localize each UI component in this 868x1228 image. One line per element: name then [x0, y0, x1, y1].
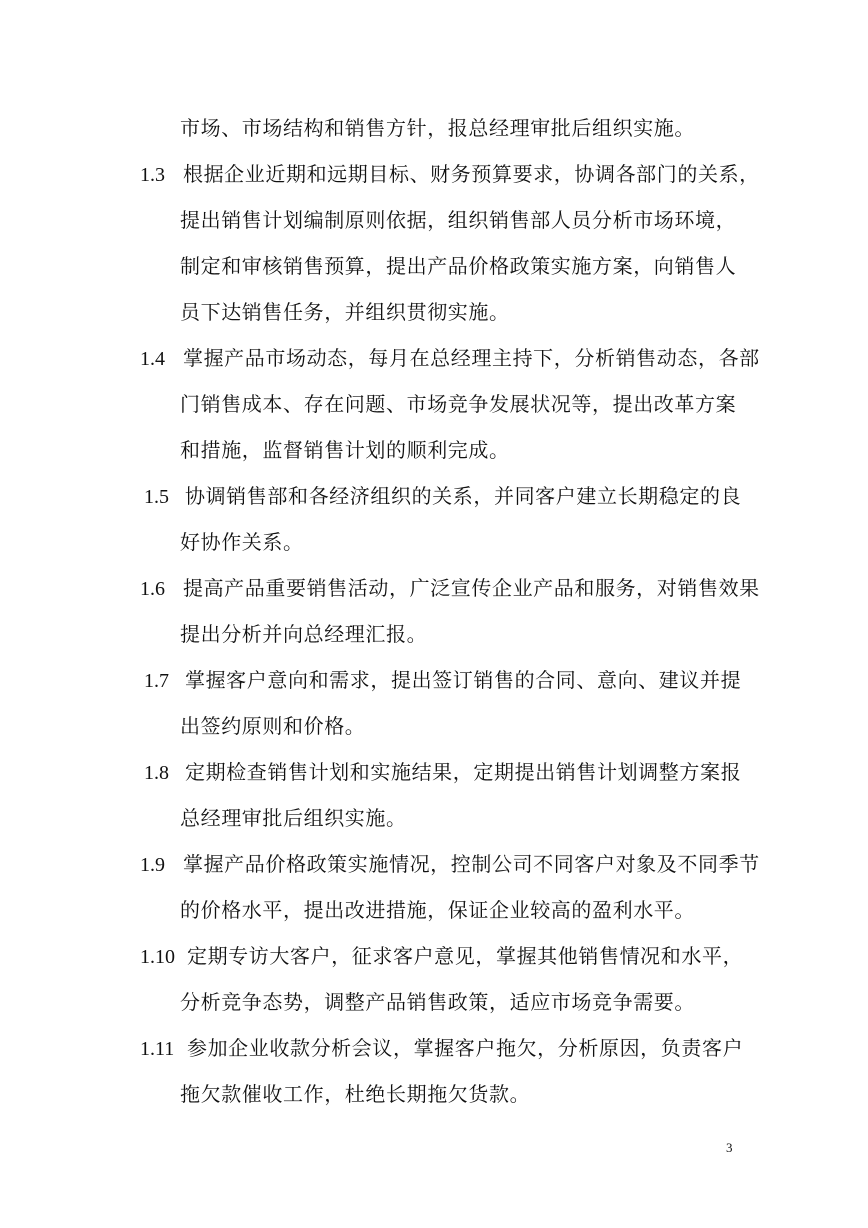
item-number: 1.8: [144, 762, 169, 784]
item-1-10-first-line: [140, 942, 743, 971]
continuation-line: 市场、市场结构和销售方针，报总经理审批后组织实施。: [180, 116, 695, 140]
item-text: 掌握产品市场动态，每月在总经理主持下，分析销售动态，各部: [182, 346, 760, 370]
item-1-9-first-line: [140, 850, 760, 879]
item-1-7-line: 出签约原则和价格。: [180, 714, 366, 738]
item-1-6-first-line: [140, 574, 760, 603]
item-number: 1.3: [140, 164, 165, 186]
item-text: 参加企业收款分析会议，掌握客户拖欠，分析原因，负责客户: [186, 1036, 744, 1060]
item-1-5-line: 好协作关系。: [180, 530, 304, 554]
item-1-10-line: 分析竞争态势，调整产品销售政策，适应市场竞争需要。: [180, 990, 695, 1014]
item-1-4-line: 和措施，监督销售计划的顺利完成。: [180, 438, 510, 462]
item-1-3-first-line: [140, 160, 760, 189]
item-text: 掌握客户意向和需求，提出签订销售的合同、意向、建议并提: [184, 668, 742, 692]
item-1-3-line: 制定和审核销售预算，提出产品价格政策实施方案，向销售人: [180, 254, 737, 278]
item-1-9-line: 的价格水平，提出改进措施，保证企业较高的盈利水平。: [180, 898, 695, 922]
item-text: 定期专访大客户，征求客户意见，掌握其他销售情况和水平，: [186, 944, 744, 968]
item-number: 1.11: [140, 1038, 175, 1060]
page-number: 3: [726, 1140, 733, 1155]
item-1-7-first-line: [144, 666, 741, 695]
item-text: 掌握产品价格政策实施情况，控制公司不同客户对象及不同季节: [182, 852, 760, 876]
item-1-8-first-line: [144, 758, 741, 787]
item-1-3-line: 提出销售计划编制原则依据，组织销售部人员分析市场环境，: [180, 208, 737, 232]
item-1-4-first-line: [140, 344, 760, 373]
item-1-5-first-line: [144, 482, 741, 511]
item-number: 1.9: [140, 854, 165, 876]
item-1-11-first-line: [140, 1034, 743, 1063]
item-1-3-line: 员下达销售任务，并组织贯彻实施。: [180, 300, 510, 324]
item-text: 协调销售部和各经济组织的关系，并同客户建立长期稳定的良: [184, 484, 742, 508]
item-number: 1.5: [144, 486, 169, 508]
item-1-11-line: 拖欠款催收工作，杜绝长期拖欠货款。: [180, 1082, 531, 1106]
item-number: 1.6: [140, 578, 165, 600]
item-text: 定期检查销售计划和实施结果，定期提出销售计划调整方案报: [184, 760, 742, 784]
item-1-8-line: 总经理审批后组织实施。: [180, 806, 407, 830]
item-1-6-line: 提出分析并向总经理汇报。: [180, 622, 428, 646]
item-text: 根据企业近期和远期目标、财务预算要求，协调各部门的关系，: [182, 162, 760, 186]
item-number: 1.10: [140, 946, 175, 968]
item-text: 提高产品重要销售活动，广泛宣传企业产品和服务，对销售效果: [182, 576, 760, 600]
item-number: 1.4: [140, 348, 165, 370]
item-number: 1.7: [144, 670, 169, 692]
item-1-4-line: 门销售成本、存在问题、市场竞争发展状况等，提出改革方案: [180, 392, 737, 416]
